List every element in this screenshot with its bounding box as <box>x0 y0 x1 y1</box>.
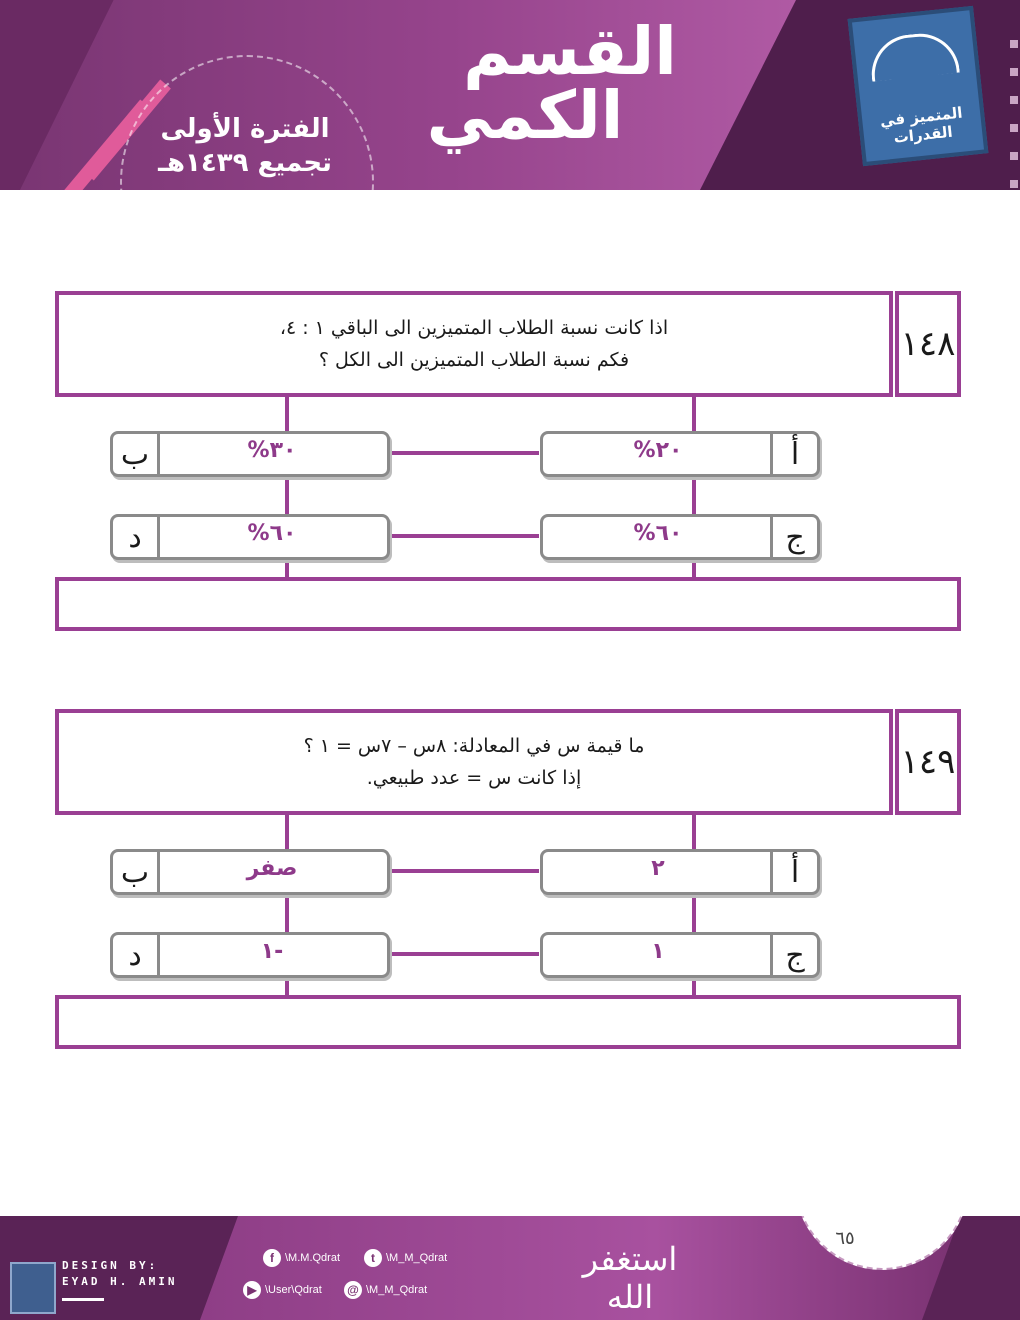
calligraphy-text: استغفر الله <box>582 1240 678 1316</box>
option-d-value: -١ <box>260 939 284 964</box>
twitter-icon: t <box>364 1249 382 1267</box>
design-line1: DESIGN BY: <box>62 1259 159 1272</box>
option-d-letter: د <box>113 935 160 975</box>
option-c-letter: ج <box>770 517 817 557</box>
qdrat-logo <box>848 6 989 166</box>
option-a-value: ٢٠% <box>633 438 683 463</box>
option-b-letter: ب <box>113 852 160 892</box>
youtube-link[interactable] <box>243 1281 322 1299</box>
option-b[interactable] <box>110 431 390 477</box>
option-b-letter: ب <box>113 434 160 474</box>
option-c[interactable] <box>540 514 820 560</box>
logo-text: المتميز في القدرات <box>879 103 964 147</box>
youtube-handle: \User\Qdrat <box>265 1284 322 1296</box>
question-text <box>304 730 645 794</box>
period-line2: تجميع ١٤٣٩هـ <box>158 148 332 178</box>
question-number: ١٤٨ <box>895 291 961 397</box>
question-text-box <box>55 709 893 815</box>
facebook-handle: \M.M.Qdrat <box>285 1252 341 1264</box>
option-a-value: ٢ <box>651 856 665 881</box>
design-underline <box>62 1298 104 1301</box>
option-b-value: ٣٠% <box>247 438 297 463</box>
option-d-letter: د <box>113 517 160 557</box>
question-card <box>55 291 961 631</box>
book-icon <box>868 30 960 82</box>
option-a-letter: أ <box>770 434 817 474</box>
connector-line <box>389 534 539 538</box>
period-label <box>145 112 345 180</box>
designer-credit <box>62 1258 177 1290</box>
designer-avatar <box>10 1262 56 1314</box>
page-header <box>0 0 1020 190</box>
twitter-handle: \M_M_Qdrat <box>386 1252 448 1264</box>
connector-line <box>389 451 539 455</box>
youtube-icon: ▶ <box>243 1281 261 1299</box>
question-text-line1: اذا كانت نسبة الطلاب المتميزين الى الباقي ١ : ٤، <box>279 317 669 339</box>
option-c[interactable] <box>540 932 820 978</box>
option-b[interactable] <box>110 849 390 895</box>
facebook-icon: f <box>263 1249 281 1267</box>
instagram-link[interactable] <box>344 1281 427 1299</box>
design-line2: EYAD H. AMIN <box>62 1275 178 1288</box>
edge-dots <box>1010 40 1018 190</box>
question-text-line2: فكم نسبة الطلاب المتميزين الى الكل ؟ <box>318 349 630 371</box>
question-card <box>55 709 961 1049</box>
option-c-letter: ج <box>770 935 817 975</box>
page-number: ٦٥ <box>835 1228 855 1249</box>
question-text-box <box>55 291 893 397</box>
option-b-value: صفر <box>246 856 298 881</box>
connector-line <box>389 952 539 956</box>
twitter-link[interactable] <box>364 1249 447 1267</box>
option-a[interactable] <box>540 849 820 895</box>
option-d-value: ٦٠% <box>247 521 297 546</box>
answer-box[interactable] <box>55 995 961 1049</box>
option-c-value: ٦٠% <box>633 521 683 546</box>
option-c-value: ١ <box>651 939 665 964</box>
question-text-line1: ما قيمة س في المعادلة: ٨س – ٧س = ١ ؟ <box>303 735 645 757</box>
option-a-letter: أ <box>770 852 817 892</box>
instagram-handle: \M_M_Qdrat <box>366 1284 428 1296</box>
section-title-line2: الكمي <box>426 77 624 154</box>
answer-box[interactable] <box>55 577 961 631</box>
section-title-line1: القسم <box>463 13 677 90</box>
question-number: ١٤٩ <box>895 709 961 815</box>
option-d[interactable] <box>110 514 390 560</box>
instagram-icon: @ <box>344 1281 362 1299</box>
question-text-line2: إذا كانت س = عدد طبيعي. <box>366 767 582 789</box>
facebook-link[interactable] <box>263 1249 340 1267</box>
question-text <box>280 312 668 376</box>
option-d[interactable] <box>110 932 390 978</box>
connector-line <box>389 869 539 873</box>
section-title <box>370 13 770 154</box>
option-a[interactable] <box>540 431 820 477</box>
period-line1: الفترة الأولى <box>160 114 330 144</box>
